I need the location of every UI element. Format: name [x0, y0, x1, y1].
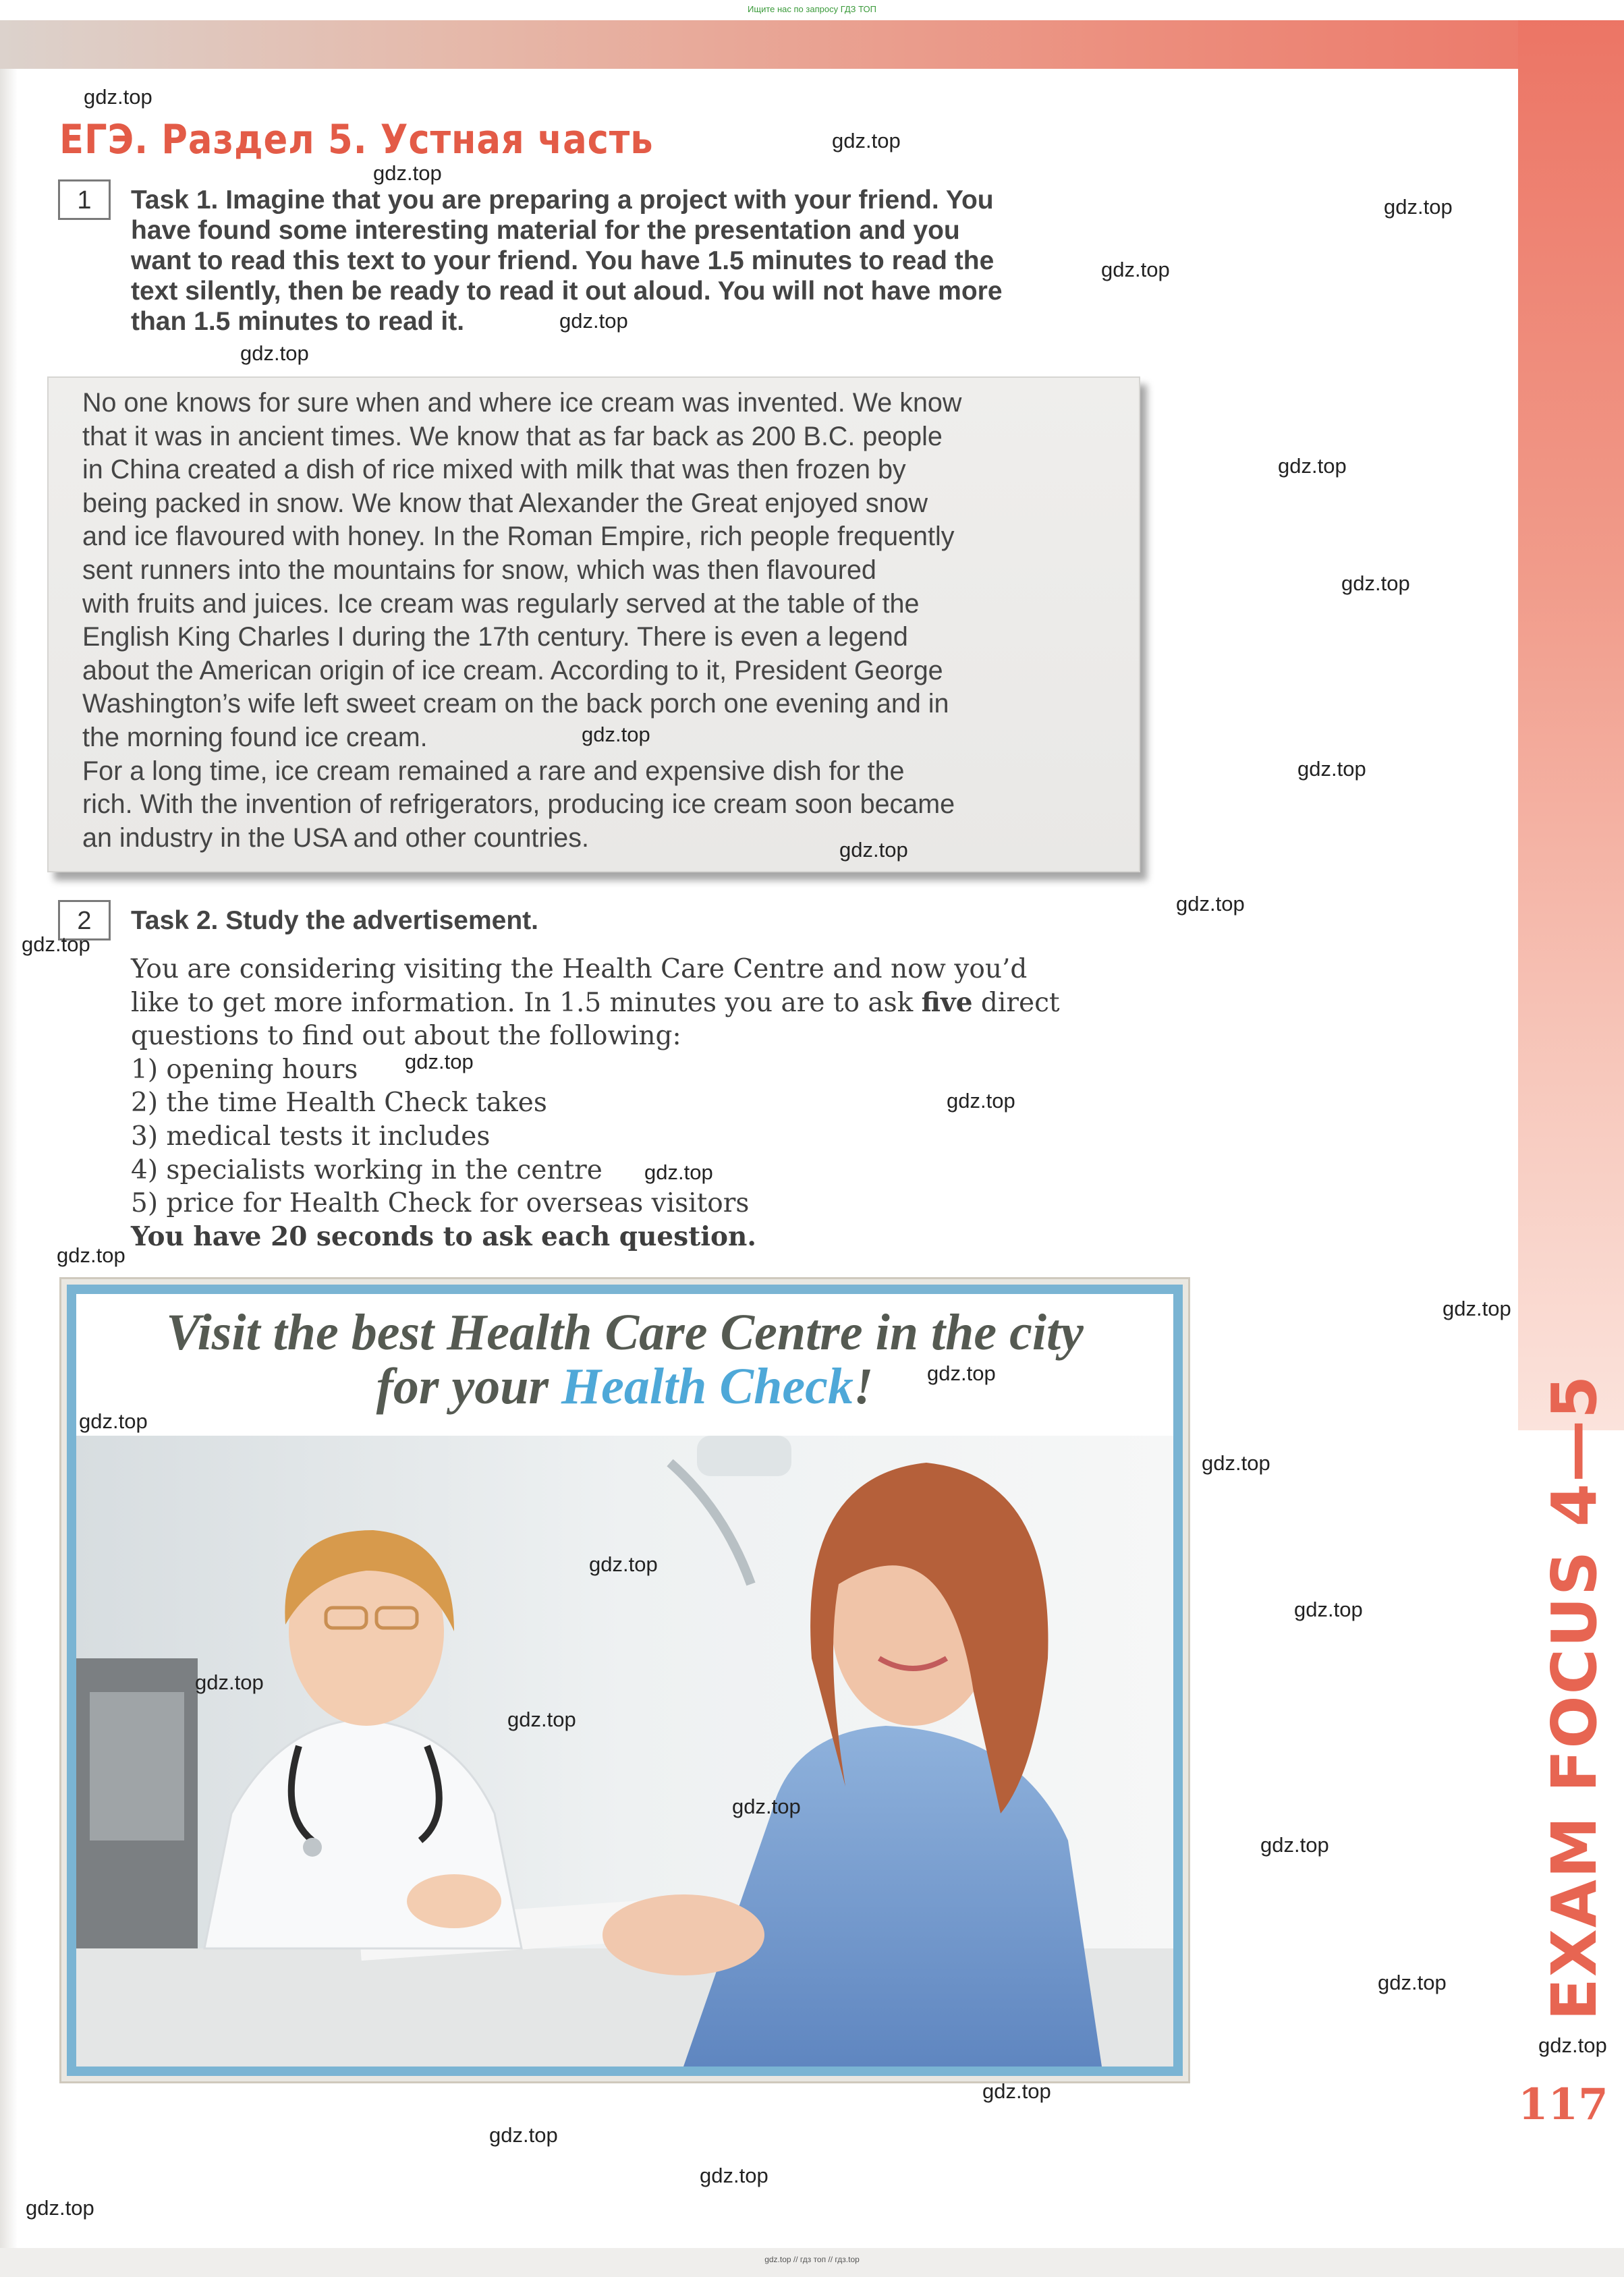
watermark: gdz.top [1378, 1971, 1447, 1994]
watermark: gdz.top [700, 2164, 768, 2187]
task2-intro-text: direct [972, 987, 1060, 1018]
watermark: gdz.top [1443, 1297, 1511, 1320]
watermark: gdz.top [22, 932, 90, 956]
task2-list-item: 1) opening hours [131, 1054, 358, 1085]
watermark: gdz.top [240, 341, 309, 365]
top-search-link[interactable]: Ищите нас по запросу ГДЗ ТОП [748, 4, 876, 14]
watermark: gdz.top [1341, 571, 1410, 595]
task2-heading: Task 2. Study the advertisement. [131, 906, 538, 935]
watermark: gdz.top [1202, 1451, 1270, 1475]
watermark: gdz.top [79, 1409, 148, 1433]
reading-line: in China created a dish of rice mixed with milk that was then frozen by [82, 455, 906, 485]
watermark: gdz.top [832, 129, 901, 152]
advertisement-headline-text: ! [853, 1358, 874, 1415]
reading-text [82, 387, 1115, 855]
watermark: gdz.top [927, 1361, 996, 1385]
header-band [0, 20, 1624, 69]
watermark: gdz.top [1294, 1598, 1363, 1621]
reading-line: that it was in ancient times. We know that as far back as 200 B.C. people [82, 421, 943, 451]
reading-line: rich. With the invention of refrigerators, producing ice cream soon became [82, 789, 955, 820]
sidebar-band [1518, 20, 1624, 1430]
watermark: gdz.top [1538, 2033, 1607, 2057]
reading-line: being packed in snow. We know that Alexander the Great enjoyed snow [82, 488, 928, 518]
task2-intro-text: like to get more information. In 1.5 minutes you are to ask [131, 987, 922, 1018]
task1-line: want to read this text to your friend. You have 1.5 minutes to read the [131, 246, 995, 275]
watermark: gdz.top [195, 1670, 264, 1694]
reading-line: and ice flavoured with honey. In the Roman Empire, rich people frequently [82, 522, 955, 552]
task1-instructions [131, 185, 1129, 337]
watermark: gdz.top [1176, 892, 1245, 916]
task2-intro-line [131, 986, 1123, 1020]
watermark: gdz.top [1297, 757, 1366, 781]
task1-line: have found some interesting material for the presentation and you [131, 216, 960, 245]
watermark: gdz.top [373, 161, 442, 185]
advertisement-headline-line2 [76, 1359, 1173, 1413]
watermark: gdz.top [982, 2079, 1051, 2103]
watermark: gdz.top [1260, 1833, 1329, 1857]
task2-intro-emphasis: five [921, 986, 973, 1018]
watermark: gdz.top [1384, 195, 1453, 219]
task2-intro-line: You are considering visiting the Health Care Centre and now you’d [131, 954, 1028, 984]
task2-closing: You have 20 seconds to ask each question. [131, 1220, 756, 1252]
watermark: gdz.top [26, 2196, 94, 2220]
task2-list-item: 2) the time Health Check takes [131, 1088, 547, 1119]
advertisement-highlight: Health Check [561, 1358, 853, 1415]
task-number-1: 1 [58, 179, 111, 220]
watermark: gdz.top [947, 1089, 1015, 1113]
watermark: gdz.top [839, 838, 908, 862]
task2-list-item: 4) specialists working in the centre [131, 1154, 603, 1185]
reading-line: English King Charles I during the 17th century. There is even a legend [82, 622, 908, 652]
task1-line: Task 1. Imagine that you are preparing a project with your friend. You [131, 186, 994, 215]
task1-line: text silently, then be ready to read it out aloud. You will not have more [131, 277, 1003, 306]
advertisement-headline-line1: Visit the best Health Care Centre in the city [166, 1304, 1084, 1361]
footer-link[interactable]: gdz.top // гдз топ // гдз.top [764, 2255, 860, 2264]
reading-line: an industry in the USA and other countries. [82, 822, 589, 853]
watermark: gdz.top [1278, 454, 1347, 478]
watermark: gdz.top [405, 1050, 474, 1073]
task2-list-item: 3) medical tests it includes [131, 1121, 491, 1152]
reading-line: Washington’s wife left sweet cream on the back porch one evening and in [82, 689, 949, 719]
reading-line: No one knows for sure when and where ice cream was invented. We know [82, 388, 962, 418]
doctor-and-patient-illustration [76, 1436, 1173, 2067]
watermark: gdz.top [732, 1795, 801, 1818]
task2-list-item: 5) price for Health Check for overseas visitors [131, 1188, 750, 1219]
advertisement-headline-text: for your [376, 1358, 562, 1415]
watermark: gdz.top [57, 1243, 125, 1267]
reading-line: about the American origin of ice cream. According to it, President George [82, 655, 943, 685]
task-number-2: 2 [58, 900, 111, 940]
watermark: gdz.top [644, 1160, 713, 1184]
reading-line: sent runners into the mountains for snow, which was then flavoured [82, 555, 876, 585]
task1-line: than 1.5 minutes to read it. [131, 307, 465, 336]
watermark: gdz.top [582, 723, 650, 746]
section-title: ЕГЭ. Раздел 5. Устная часть [59, 116, 654, 163]
task2-intro-line: questions to find out about the following: [131, 1021, 681, 1052]
watermark: gdz.top [84, 85, 152, 109]
watermark: gdz.top [1101, 258, 1170, 281]
reading-line: with fruits and juices. Ice cream was regularly served at the table of the [82, 588, 920, 619]
watermark: gdz.top [589, 1552, 658, 1576]
page-gutter-shadow [0, 69, 18, 2248]
page-number: 117 [1518, 2079, 1608, 2130]
reading-line: the morning found ice cream. [82, 722, 428, 752]
advertisement-headline [76, 1305, 1173, 1413]
watermark: gdz.top [489, 2123, 558, 2147]
advertisement-photo [76, 1436, 1173, 2067]
side-title: EXAM FOCUS 4—5 [1538, 1374, 1611, 2021]
reading-line: For a long time, ice cream remained a rare and expensive dish for the [82, 756, 905, 786]
watermark: gdz.top [507, 1708, 576, 1731]
watermark: gdz.top [559, 309, 628, 333]
